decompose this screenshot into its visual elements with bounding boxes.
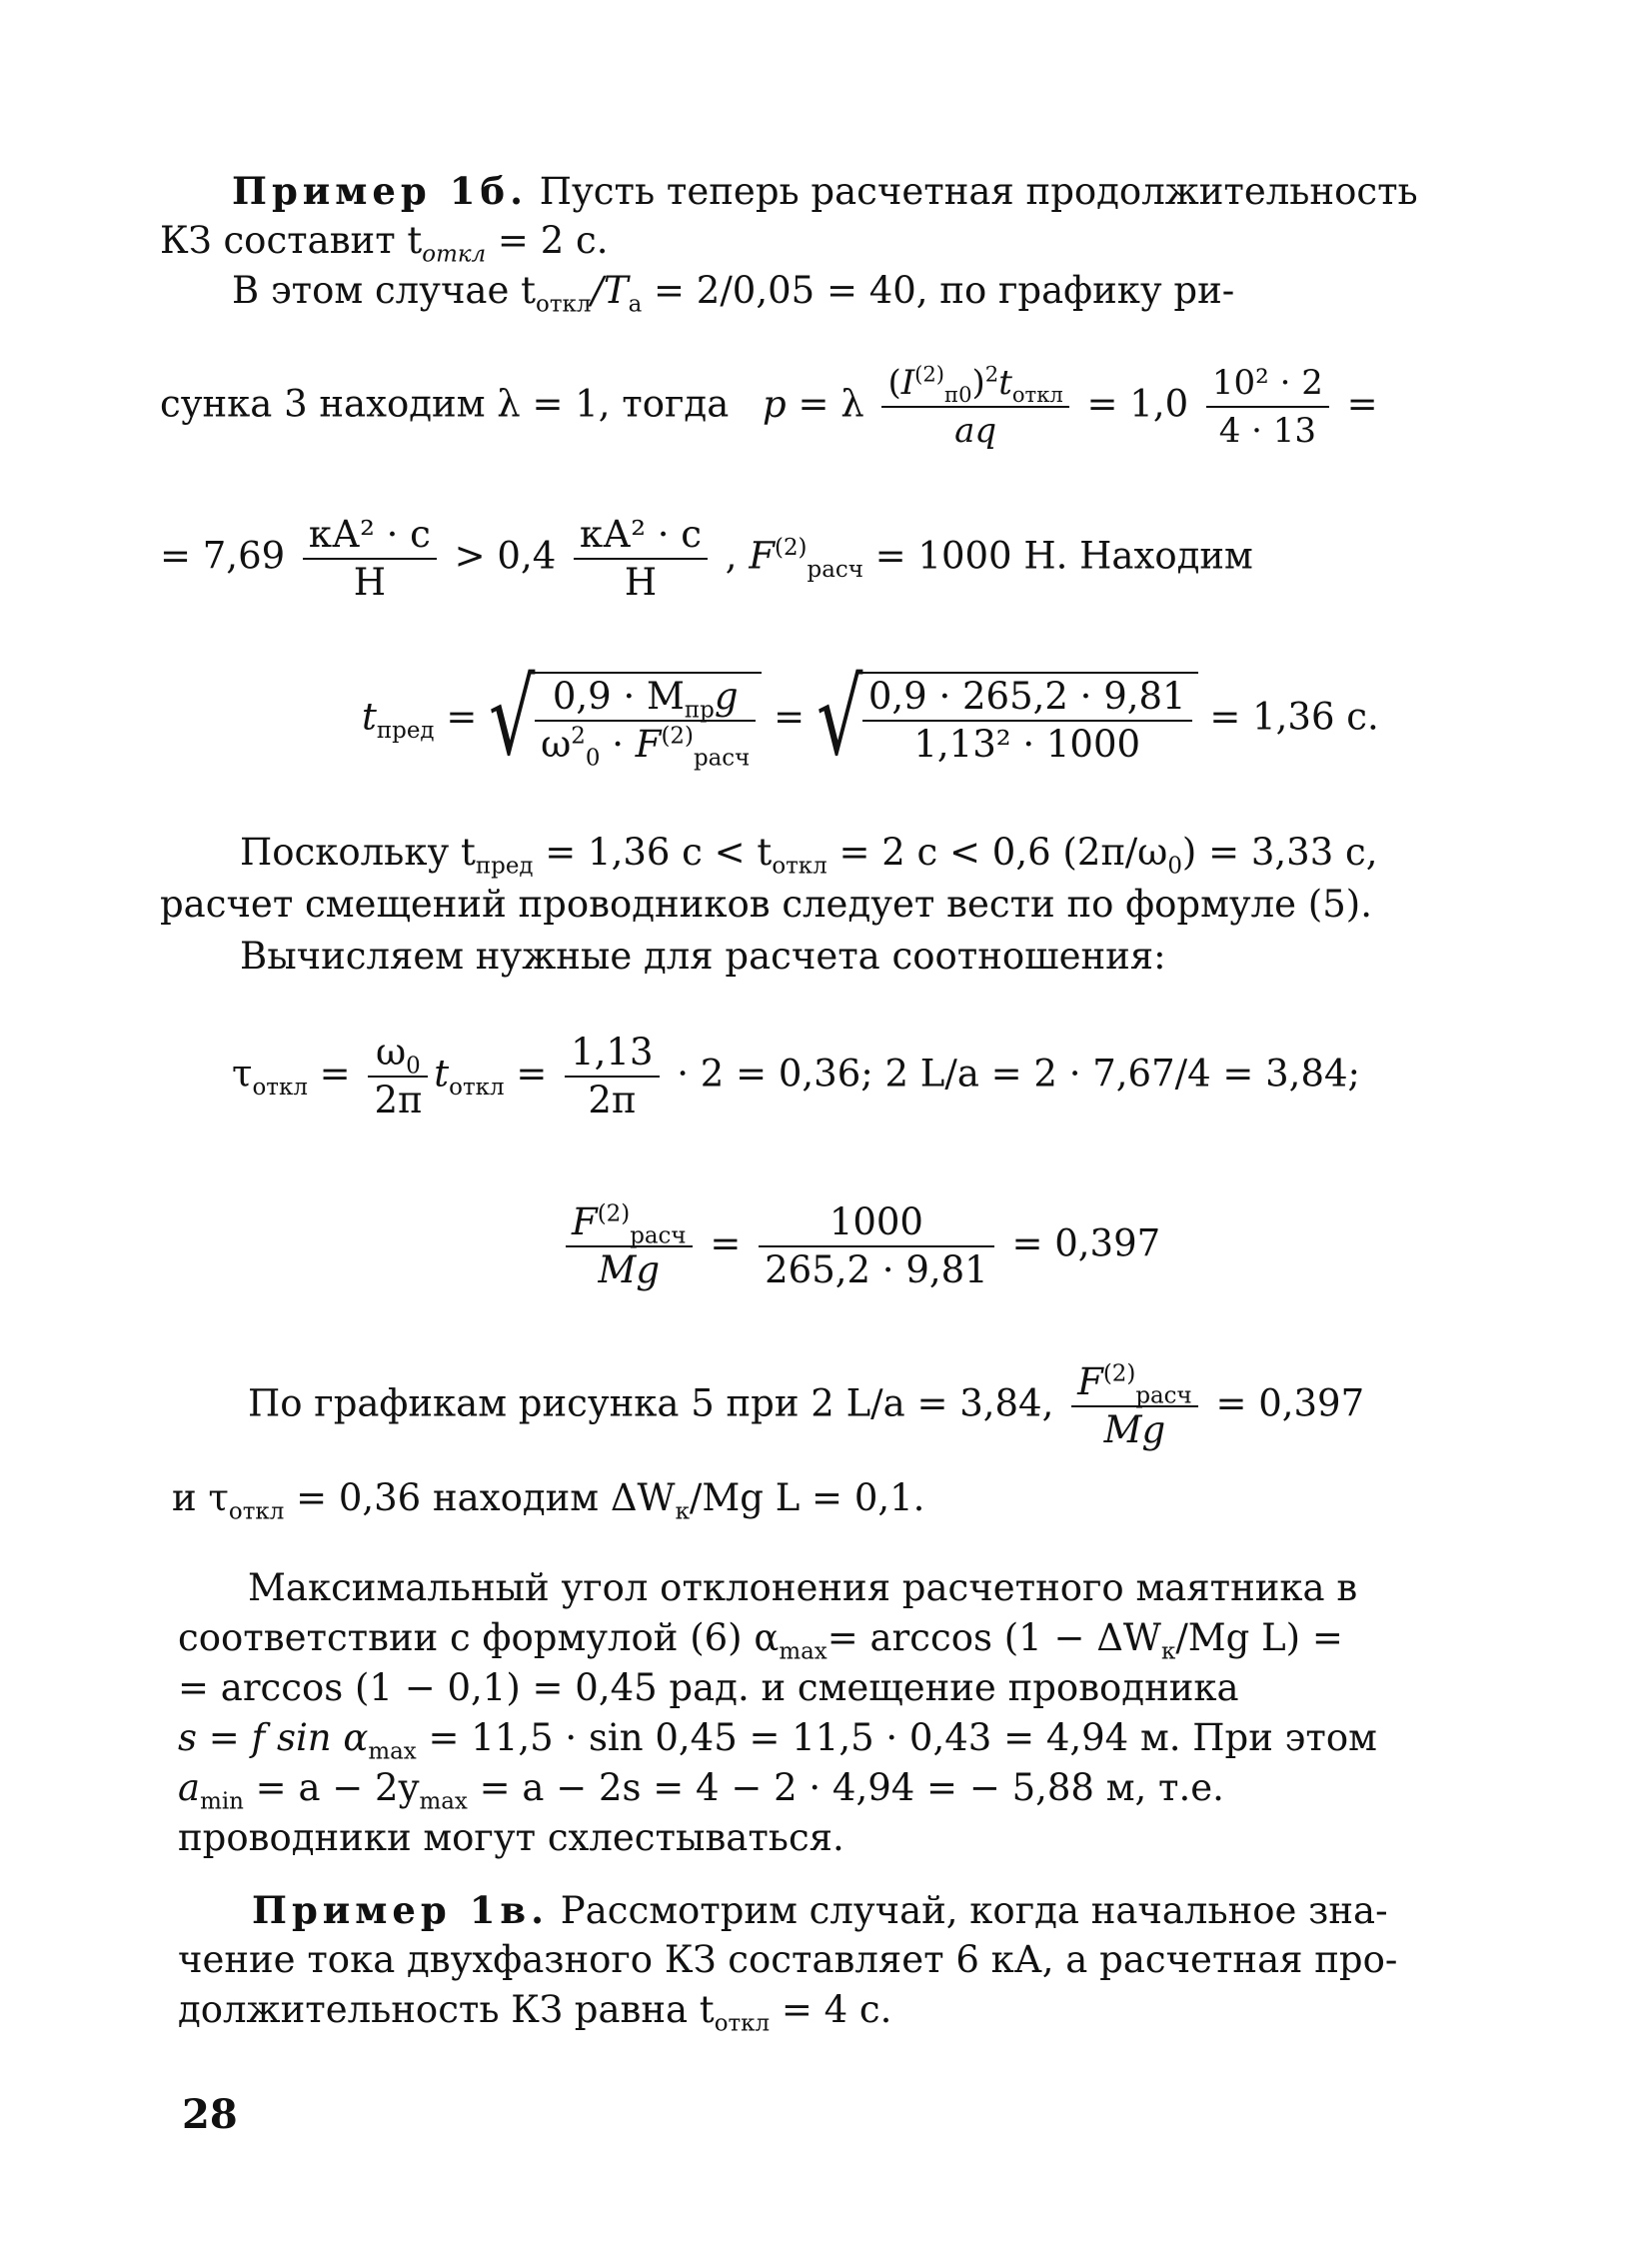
numerator [1071, 1359, 1198, 1409]
denominator: 2π [368, 1076, 428, 1123]
subscript: откл [252, 1074, 308, 1101]
denominator: Mg [566, 1245, 693, 1293]
text: = arccos (1 − 0,1) = 0,45 рад. и смещение проводника [178, 1666, 1239, 1709]
text: и τ [172, 1476, 229, 1519]
text: = arccos (1 − ΔW [826, 1616, 1161, 1659]
numerator: 10² · 2 [1211, 363, 1323, 403]
fraction-numeric [862, 674, 1192, 768]
subscript: откл [1011, 381, 1063, 407]
subscript: п0 [944, 381, 972, 407]
tau-result-line [172, 1475, 925, 1525]
subscript: max [419, 1788, 468, 1815]
text: ) = 3,33 с, [1181, 831, 1378, 874]
example-1v-heading: Пример 1в. [252, 1888, 550, 1932]
denominator: aq [881, 406, 1068, 454]
fraction-symbolic [535, 674, 756, 772]
text: t [362, 695, 377, 739]
text: = [319, 1052, 351, 1096]
fraction-omega [368, 1030, 428, 1123]
text: = 1,36 с. [1209, 695, 1379, 739]
text: = 7,69 [160, 534, 286, 578]
subscript: откл [449, 1074, 505, 1101]
text: должительность КЗ равна t [178, 1988, 715, 2031]
text: a [178, 1766, 201, 1809]
unit-fraction [574, 512, 708, 606]
text: /T [591, 269, 629, 312]
subscript: к [1160, 1638, 1176, 1665]
denominator: 1,13² · 1000 [862, 720, 1192, 768]
text: s = f sin α [178, 1716, 369, 1759]
text: расчет смещений проводников следует вести по формуле (5). [160, 883, 1372, 926]
text: Поскольку t [240, 831, 476, 874]
text: t [998, 363, 1012, 403]
text: = [774, 695, 806, 739]
numerator: 1000 [828, 1200, 923, 1243]
text: = 1,0 [1086, 382, 1189, 426]
numerator: кА² · с [580, 513, 703, 556]
text: = 1000 Н. Находим [874, 534, 1253, 578]
text: чение тока двухфазного КЗ составляет 6 кА, а расчетная про- [178, 1938, 1398, 1981]
subscript: откл [422, 241, 487, 268]
text: = [710, 1221, 742, 1265]
subscript: 0 [1167, 853, 1182, 880]
denominator: 265,2 · 9,81 [759, 1245, 994, 1293]
numerator [368, 1030, 428, 1080]
angle-line2 [178, 1615, 1343, 1665]
numerator: 0,9 · 265,2 · 9,81 [867, 675, 1186, 718]
text: g [714, 675, 739, 718]
text: , [725, 534, 738, 578]
fraction-f-mg [1071, 1359, 1198, 1453]
superscript: (2) [1102, 1360, 1136, 1387]
text: F [572, 1200, 598, 1243]
subscript: расч [630, 1222, 687, 1249]
subscript: откл [772, 853, 827, 880]
text: сунка 3 находим λ = 1, тогда [160, 382, 730, 426]
text: p [763, 382, 787, 426]
text: /Mg L) = [1175, 1616, 1343, 1659]
text: Рассмотрим случай, когда начальное зна- [560, 1889, 1388, 1932]
text: = 4 с. [770, 1988, 892, 2031]
subscript: откл [714, 2010, 771, 2037]
text: проводники могут схлестываться. [178, 1816, 844, 1859]
text: /Mg L = 0,1. [689, 1476, 925, 1519]
subscript: пр [684, 697, 715, 724]
text: > 0,4 [454, 534, 557, 578]
text: τ [232, 1052, 253, 1096]
text: = [516, 1052, 548, 1096]
denominator: Mg [1071, 1405, 1198, 1453]
t-pred-formula [362, 657, 1379, 779]
subscript: max [779, 1638, 827, 1665]
numerator [535, 674, 756, 724]
text: 0,9 · M [552, 675, 685, 718]
text: I [900, 363, 915, 403]
fraction-10sq [1206, 360, 1329, 454]
angle-line3 [178, 1665, 1239, 1711]
subscript: max [368, 1738, 417, 1765]
text: Вычисляем нужные для расчета соотношения: [240, 935, 1166, 978]
subscript: пред [376, 717, 435, 744]
text: F [749, 534, 776, 578]
text: = 2 с. [486, 219, 609, 262]
text: = 0,397 [1011, 1221, 1161, 1265]
text: F [635, 723, 662, 766]
subscript: пред [475, 853, 534, 880]
superscript: (2) [914, 361, 945, 387]
graphs-line [248, 1359, 1364, 1453]
page-number: 28 [182, 2091, 238, 2138]
text: = λ [798, 382, 864, 426]
example-1b-heading: Пример 1б. [232, 169, 528, 213]
example-1b-line1 [232, 168, 1418, 215]
fraction-f-mg [566, 1199, 693, 1293]
numerator: $(I^{(2)}_{п0})^2t_{откл}$ [887, 361, 1063, 407]
subscript: 0 [406, 1053, 421, 1080]
text: = 2/0,05 = 40, по графику ри- [642, 269, 1235, 312]
text: ω [375, 1031, 407, 1074]
superscript: 2 [571, 723, 586, 750]
f-over-mg-formula [560, 1199, 1160, 1293]
text: = [446, 695, 478, 739]
text: = 0,36 находим ΔW [284, 1476, 676, 1519]
fraction-1000 [759, 1199, 994, 1293]
subscript: расч [807, 556, 863, 583]
text: = a − 2s = 4 − 2 · 4,94 = − 5,88 м, т.е. [467, 1766, 1224, 1809]
sqrt-symbolic [489, 657, 762, 779]
text: Пусть теперь расчетная продолжительность [539, 170, 1418, 213]
text: По графикам рисунка 5 при 2 L/a = 3,84, [248, 1381, 1054, 1425]
subscript: а [628, 291, 643, 318]
example-1v-line2 [178, 1937, 1397, 1983]
fraction-113 [565, 1030, 659, 1123]
text: t [434, 1052, 450, 1096]
since-line1 [240, 830, 1378, 880]
angle-line5 [178, 1765, 1224, 1815]
text: В этом случае t [232, 269, 537, 312]
unit-fraction [303, 512, 437, 606]
fraction-i-squared-t [881, 360, 1068, 454]
radical-sign: √ [489, 657, 536, 779]
denominator: $\omega^2_0 \cdot F^{(2)}_{расч}$ [535, 720, 756, 768]
text: соответствии с формулой (6) α [178, 1616, 780, 1659]
subscript: расч [693, 745, 751, 772]
denominator: 2π [565, 1076, 659, 1123]
text: ω [541, 723, 572, 766]
ratio-line [232, 268, 1235, 318]
denominator: 4 · 13 [1206, 406, 1329, 454]
sqrt-numeric [816, 657, 1198, 779]
denominator: Н [303, 558, 437, 606]
text: = 2 с < 0,6 (2π/ω [826, 831, 1168, 874]
numerator [566, 1199, 693, 1249]
numerator: кА² · с [308, 513, 431, 556]
text: = 0,397 [1215, 1381, 1365, 1425]
since-line2 [160, 882, 1372, 928]
superscript: 2 [984, 361, 999, 387]
subscript: расч [1135, 1382, 1192, 1409]
example-1v-line1 [252, 1887, 1388, 1934]
radical-sign: √ [816, 657, 863, 779]
text: = 1,36 с < t [533, 831, 773, 874]
text: = a − 2y [243, 1766, 420, 1809]
denominator: Н [574, 558, 708, 606]
text: = 11,5 · sin 0,45 = 11,5 · 0,43 = 4,94 м. При этом [416, 1716, 1377, 1759]
p-formula-line [160, 360, 1378, 454]
compute-line [240, 934, 1166, 980]
text: КЗ составит t [160, 219, 423, 262]
angle-line6 [178, 1815, 844, 1861]
subscript: откл [228, 1498, 285, 1525]
example-1v-line3 [178, 1987, 892, 2037]
superscript: (2) [597, 1200, 631, 1227]
subscript: min [200, 1788, 244, 1815]
example-1b-line2 [160, 218, 609, 268]
angle-line4 [178, 1715, 1377, 1765]
text: Максимальный угол отклонения расчетного маятника в [248, 1566, 1358, 1609]
superscript: (2) [775, 535, 808, 562]
text: · 2 = 0,36; 2 L/a = 2 · 7,67/4 = 3,84; [677, 1052, 1360, 1096]
tau-formula [232, 1030, 1360, 1123]
units-line [160, 512, 1253, 606]
subscript: к [675, 1498, 690, 1525]
radicand [856, 672, 1198, 768]
radicand [529, 672, 762, 772]
text: = [1346, 382, 1378, 426]
angle-line1 [248, 1565, 1357, 1611]
subscript: 0 [585, 745, 601, 772]
numerator: 1,13 [571, 1031, 654, 1074]
subscript: откл [536, 291, 592, 318]
superscript: (2) [661, 723, 694, 750]
text: F [1077, 1360, 1103, 1403]
